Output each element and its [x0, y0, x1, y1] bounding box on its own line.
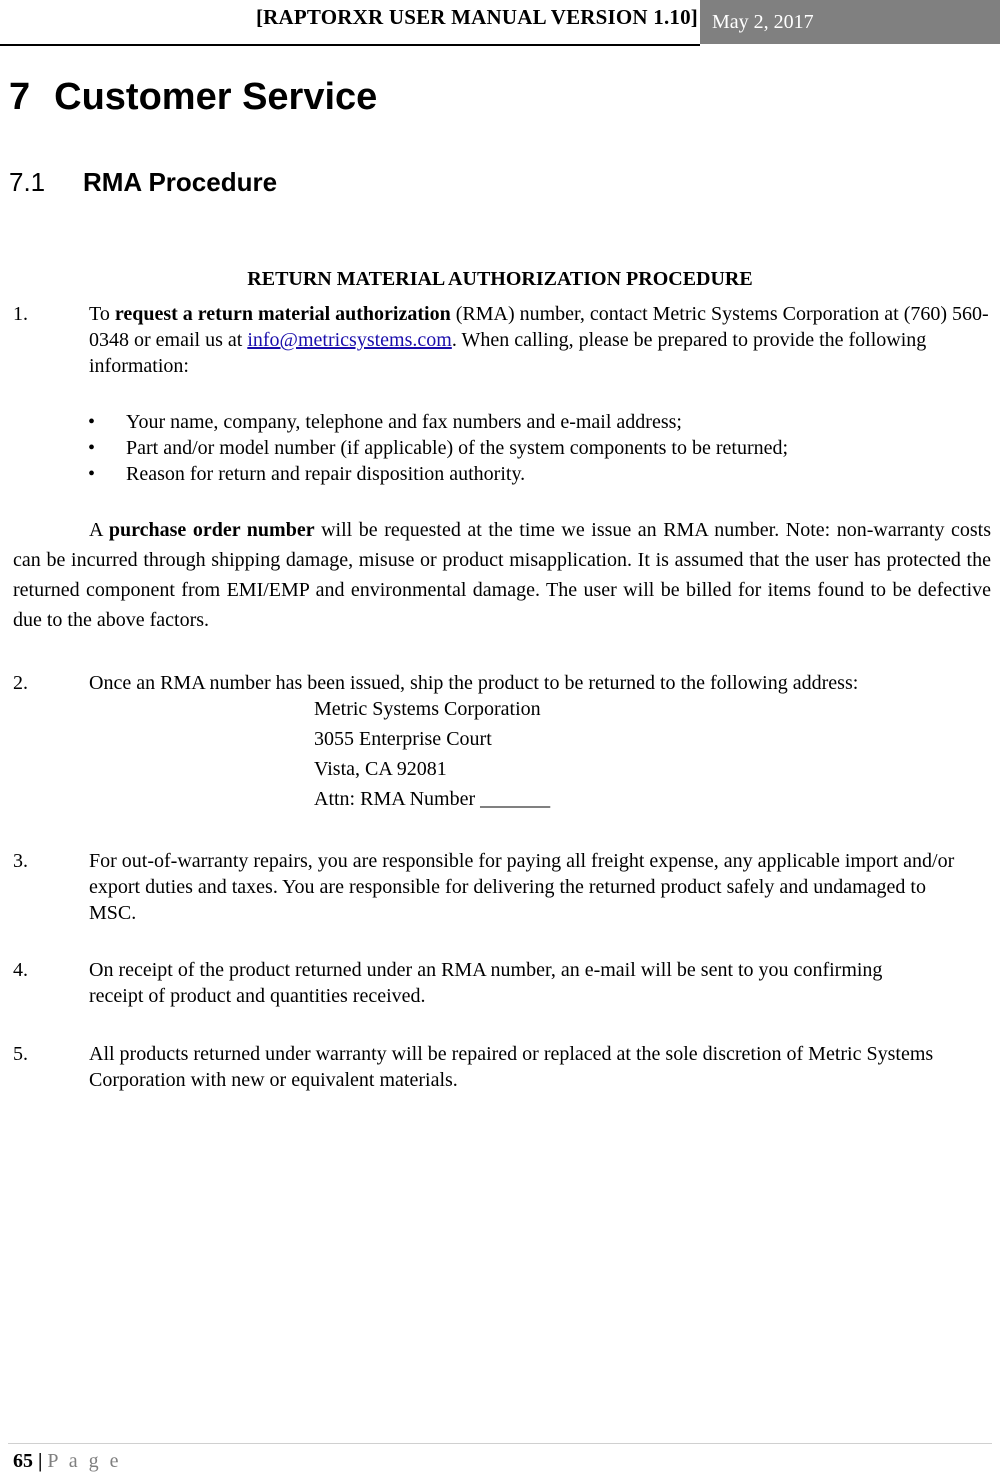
item-4-text: On receipt of the product returned under an RMA number, an e-mail will be sent to you confirming receipt of product and quantities received. [89, 959, 883, 1007]
item-3-number: 3. [13, 850, 28, 872]
section-title: Customer Service [54, 76, 378, 118]
bullet-2-text: Part and/or model number (if applicable) of the system components to be returned; [126, 437, 789, 459]
item-4-number: 4. [13, 959, 28, 981]
purchase-order-paragraph [13, 515, 991, 635]
item-1-bold: request a return material authorization [114, 303, 451, 325]
address-line-company: Metric Systems Corporation [314, 698, 541, 720]
email-link[interactable]: info@metricsystems.com [247, 329, 452, 351]
address-line-attn: Attn: RMA Number _______ [314, 788, 551, 810]
bullet-2-dot: • [88, 437, 96, 459]
subsection-title: RMA Procedure [83, 167, 278, 197]
po-bold: purchase order number [108, 519, 315, 541]
bullet-1-dot: • [88, 411, 96, 433]
item-1-number: 1. [13, 303, 28, 325]
item-2-text: Once an RMA number has been issued, ship the product to be returned to the following address: [89, 672, 859, 694]
header-rule [0, 44, 700, 46]
item-2-number: 2. [13, 672, 28, 694]
item-1-post: . When calling, please be prepared to provide the following information: [89, 329, 927, 377]
address-line-street: 3055 Enterprise Court [314, 728, 492, 750]
subsection-number: 7.1 [9, 167, 46, 197]
item-5-text: All products returned under warranty will be repaired or replaced at the sole discretion of Metric Systems Corporation with new or equivalent materials. [89, 1043, 934, 1091]
po-post: will be requested at the time we issue an RMA number. Note: non-warranty costs can be incurred through shipping damage, misuse or product misapplication. It is assumed that the user has protected the returned component from EMI/EMP and environmental damage. The user will be billed for items found to be defective due to the above factors. [13, 519, 991, 631]
bullet-3-text: Reason for return and repair disposition authority. [126, 463, 526, 485]
document-title: RETURN MATERIAL AUTHORIZATION PROCEDURE [247, 268, 753, 290]
section-number: 7 [9, 76, 31, 118]
bullet-1-text: Your name, company, telephone and fax numbers and e-mail address; [126, 411, 682, 433]
subsection-heading [9, 167, 277, 198]
section-heading [9, 76, 377, 119]
item-1-pre: To [89, 303, 115, 325]
item-5-number: 5. [13, 1043, 28, 1065]
footer-rule [8, 1443, 992, 1444]
item-1-mid: (RMA) number, contact Metric Systems Corporation at (760) 560-0348 or email us at [89, 303, 989, 351]
item-3-text: For out-of-warranty repairs, you are responsible for paying all freight expense, any applicable import and/or export duties and taxes. You are responsible for delivering the returned product safely and undamaged to MSC. [89, 850, 955, 924]
address-block [314, 694, 550, 814]
bullet-3-dot: • [88, 463, 96, 485]
po-pre: A [89, 519, 109, 541]
address-line-city: Vista, CA 92081 [314, 758, 447, 780]
page-label: P a g e [47, 1450, 122, 1472]
header-title: [RAPTORXR USER MANUAL VERSION 1.10] [255, 5, 698, 29]
page-number: 65 | [13, 1450, 43, 1472]
page-footer [13, 1450, 122, 1473]
item-1-text [89, 301, 994, 379]
header-date: May 2, 2017 [700, 0, 1000, 44]
